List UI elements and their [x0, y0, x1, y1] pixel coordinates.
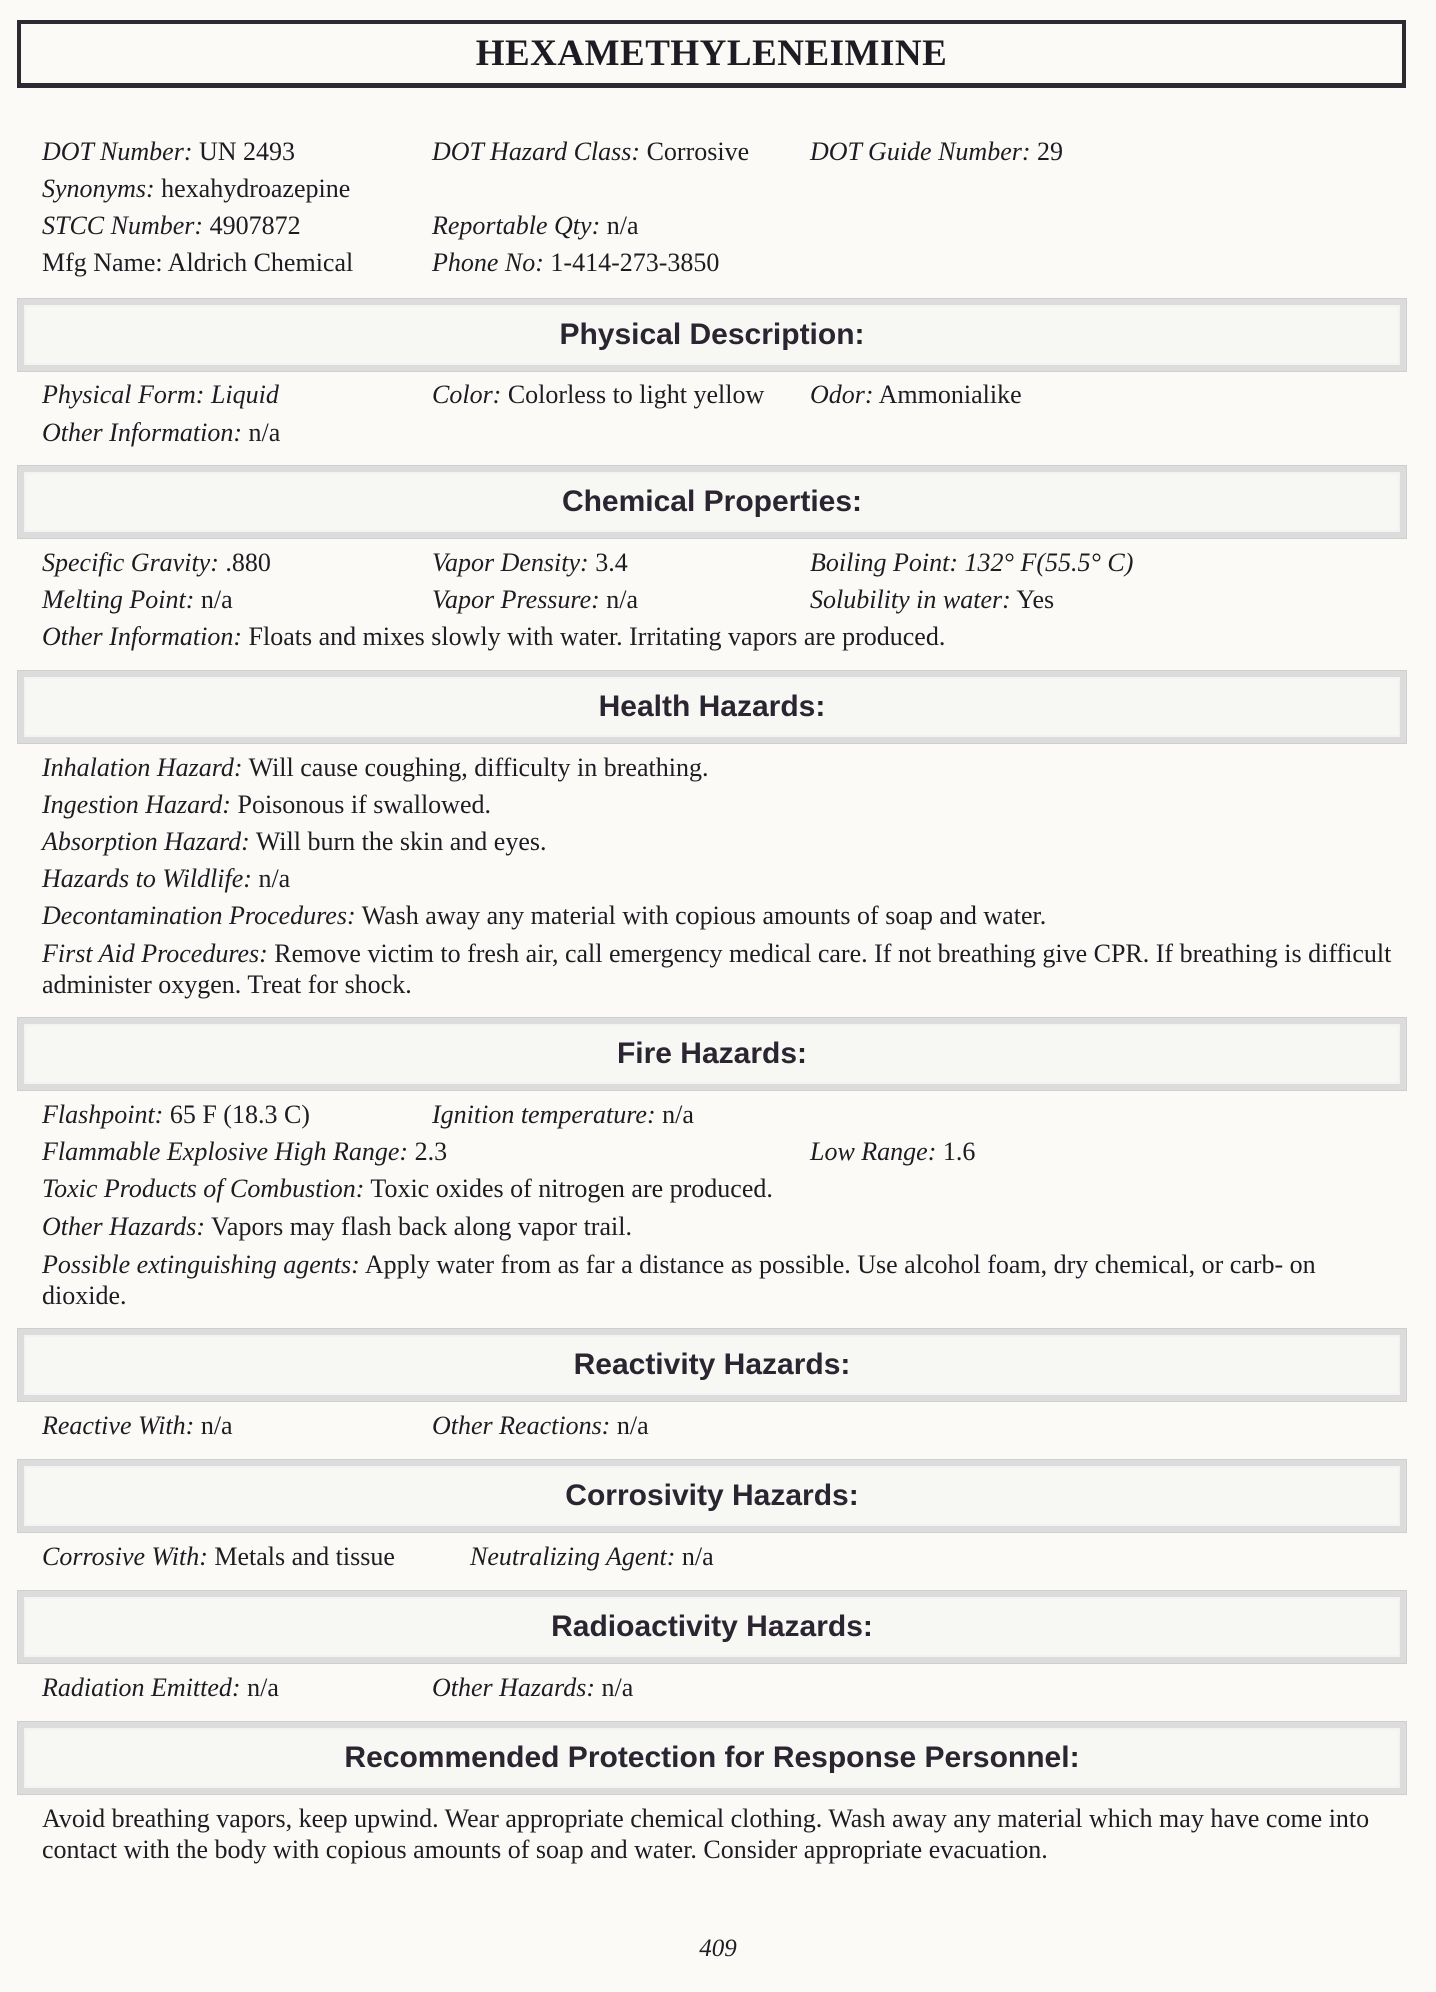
- reactivity-hazards-heading: Reactivity Hazards:: [17, 1328, 1407, 1402]
- high-range-field: Flammable Explosive High Range: 2.3: [42, 1137, 448, 1166]
- dot-number-field: DOT Number: UN 2493: [42, 137, 296, 166]
- other-reactions-field: Other Reactions: n/a: [432, 1411, 649, 1440]
- chemical-other-info-field: Other Information: Floats and mixes slowly with water. Irritating vapors are produced.: [42, 622, 946, 651]
- decontamination-field: Decontamination Procedures: Wash away any material with copious amounts of soap and water.: [42, 901, 1047, 930]
- corrosivity-hazards-heading: Corrosivity Hazards:: [17, 1459, 1407, 1533]
- absorption-hazard-field: Absorption Hazard: Will burn the skin and eyes.: [42, 827, 547, 856]
- radioactivity-hazards-heading: Radioactivity Hazards:: [17, 1590, 1407, 1664]
- chemical-properties-heading: Chemical Properties:: [17, 465, 1407, 539]
- radiation-emitted-field: Radiation Emitted: n/a: [42, 1673, 279, 1702]
- toxic-products-field: Toxic Products of Combustion: Toxic oxides of nitrogen are produced.: [42, 1174, 773, 1203]
- page-title: HEXAMETHYLENEIMINE: [475, 33, 948, 74]
- vapor-density-field: Vapor Density: 3.4: [432, 548, 628, 577]
- ignition-temperature-field: Ignition temperature: n/a: [432, 1100, 694, 1129]
- specific-gravity-field: Specific Gravity: .880: [42, 548, 271, 577]
- odor-field: Odor: Ammonialike: [810, 380, 1022, 409]
- wildlife-hazard-field: Hazards to Wildlife: n/a: [42, 864, 291, 893]
- low-range-field: Low Range: 1.6: [810, 1137, 976, 1166]
- physical-other-info-field: Other Information: n/a: [42, 418, 281, 447]
- reactive-with-field: Reactive With: n/a: [42, 1411, 233, 1440]
- other-fire-hazards-field: Other Hazards: Vapors may flash back along vapor trail.: [42, 1212, 632, 1241]
- reportable-qty-field: Reportable Qty: n/a: [432, 211, 639, 240]
- dot-hazard-class-field: DOT Hazard Class: Corrosive: [432, 137, 750, 166]
- title-box: [17, 20, 1406, 88]
- melting-point-field: Melting Point: n/a: [42, 585, 233, 614]
- corrosive-with-field: Corrosive With: Metals and tissue: [42, 1542, 395, 1571]
- health-hazards-heading: Health Hazards:: [17, 670, 1407, 744]
- phone-field: Phone No: 1-414-273-3850: [432, 248, 720, 277]
- fire-hazards-heading: Fire Hazards:: [17, 1017, 1407, 1091]
- other-radio-hazards-field: Other Hazards: n/a: [432, 1673, 634, 1702]
- ingestion-hazard-field: Ingestion Hazard: Poisonous if swallowed.: [42, 790, 491, 819]
- color-field: Color: Colorless to light yellow: [432, 380, 765, 409]
- dot-guide-number-field: DOT Guide Number: 29: [810, 137, 1064, 166]
- protection-text: Avoid breathing vapors, keep upwind. Wear appropriate chemical clothing. Wash away any material which may have come into contact with the body with copious amounts of soap and water. Consider appropriate evacuation.: [42, 1804, 1370, 1864]
- vapor-pressure-field: Vapor Pressure: n/a: [432, 585, 639, 614]
- solubility-field: Solubility in water: Yes: [810, 585, 1055, 614]
- page-number: 409: [699, 1935, 737, 1962]
- physical-description-heading: Physical Description:: [17, 298, 1407, 372]
- inhalation-hazard-field: Inhalation Hazard: Will cause coughing, difficulty in breathing.: [42, 753, 709, 782]
- mfg-name-field: Mfg Name: Aldrich Chemical: [42, 248, 354, 277]
- extinguishing-agents-field: Possible extinguishing agents: Apply water from as far a distance as possible. Use alcohol foam, dry chemical, or carb- on dioxide.: [42, 1250, 1316, 1310]
- protection-heading: Recommended Protection for Response Personnel:: [17, 1721, 1407, 1795]
- boiling-point-field: Boiling Point: 132° F(55.5° C): [810, 548, 1134, 577]
- stcc-number-field: STCC Number: 4907872: [42, 211, 301, 240]
- synonyms-field: Synonyms: hexahydroazepine: [42, 174, 351, 203]
- physical-form-field: Physical Form: Liquid: [42, 380, 279, 409]
- flashpoint-field: Flashpoint: 65 F (18.3 C): [42, 1100, 310, 1129]
- neutralizing-agent-field: Neutralizing Agent: n/a: [470, 1542, 714, 1571]
- first-aid-field: First Aid Procedures: Remove victim to fresh air, call emergency medical care. If not breathing give CPR. If breathing is difficult administer oxygen. Treat for shock.: [42, 939, 1392, 999]
